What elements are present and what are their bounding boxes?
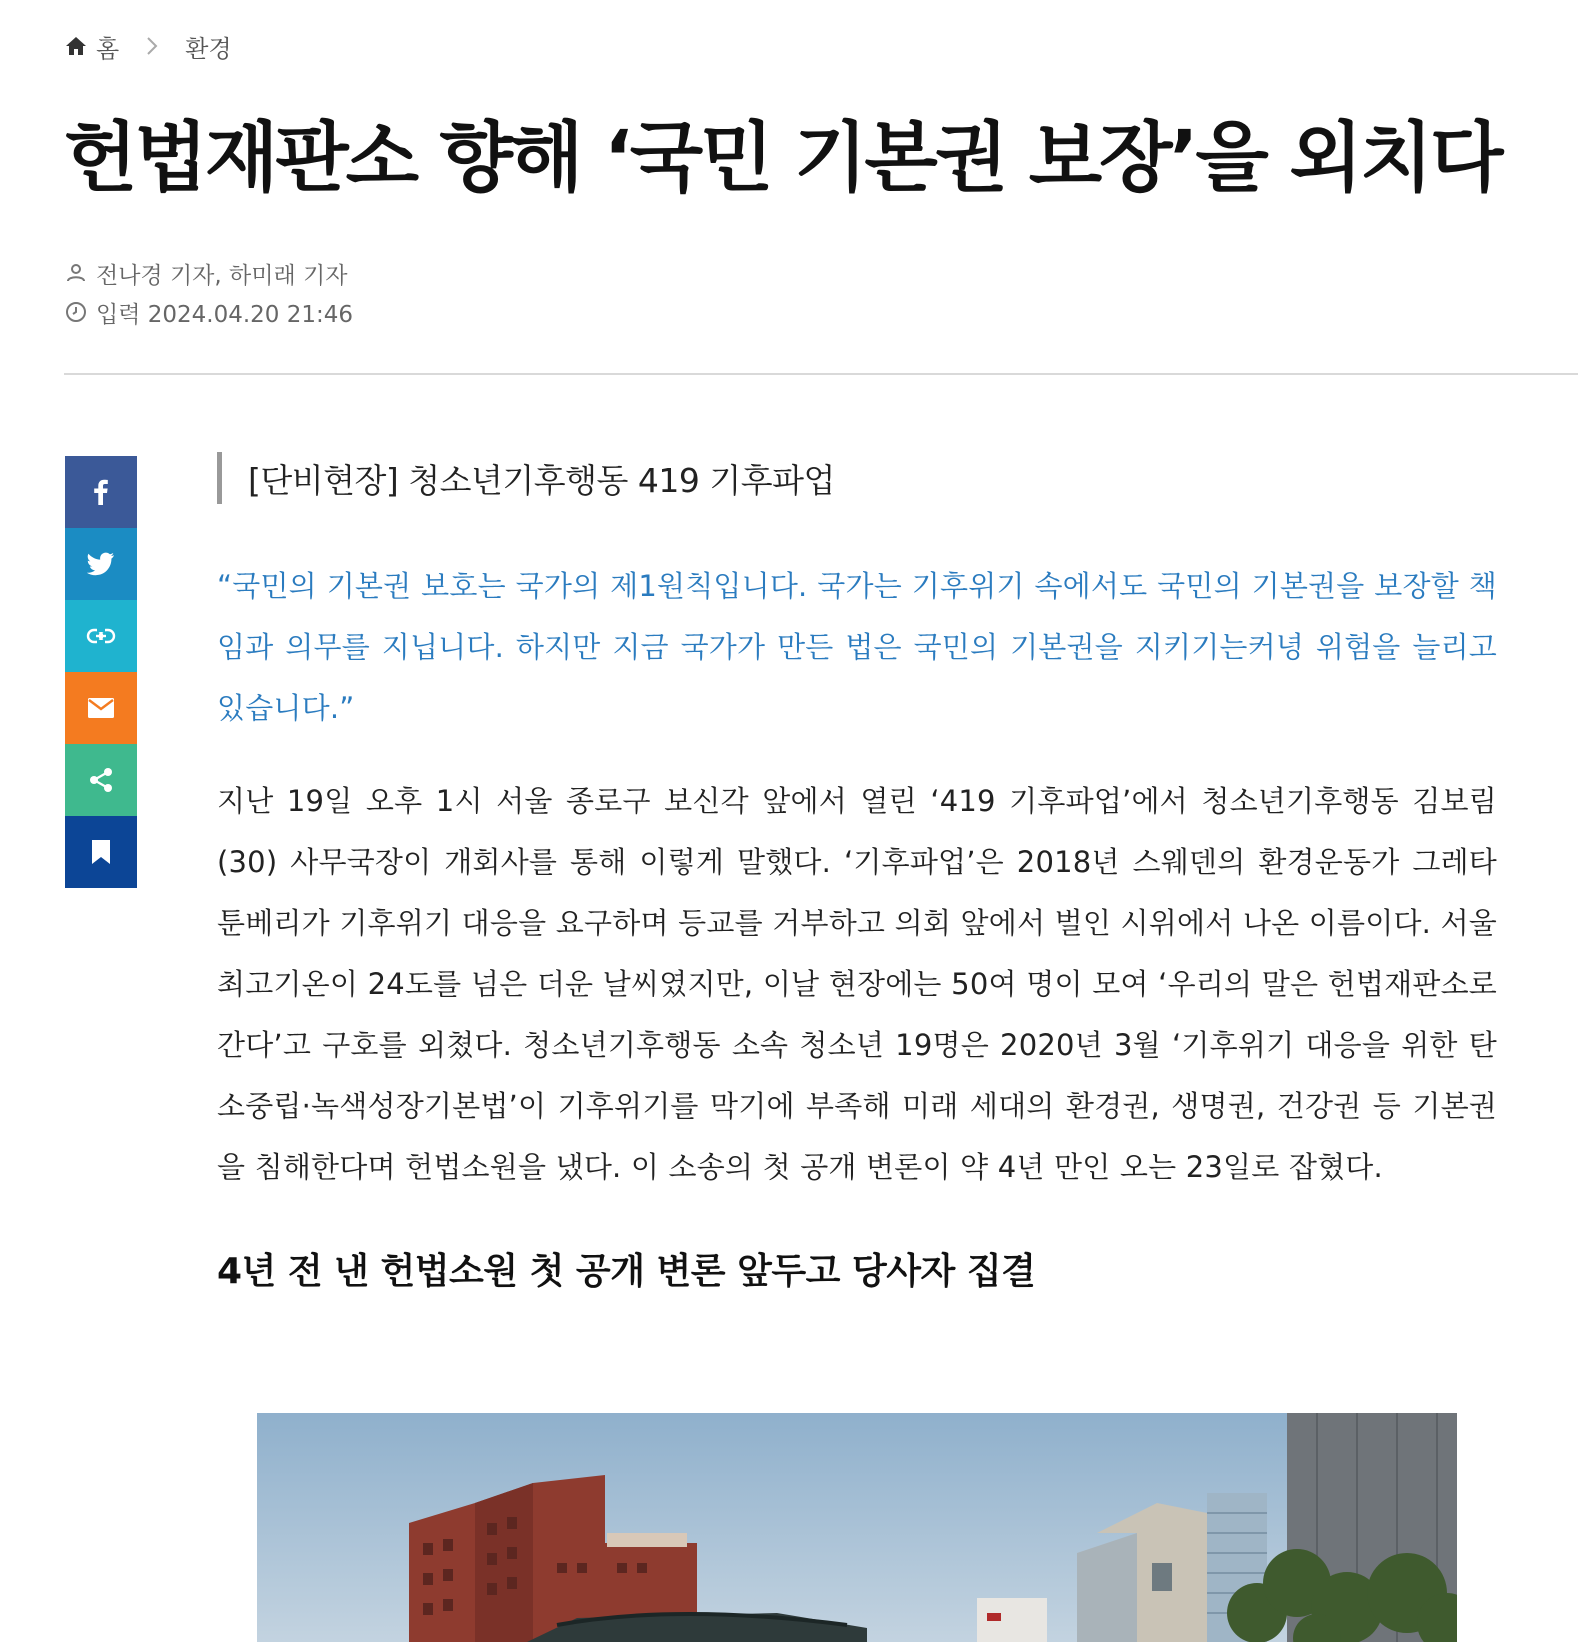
header-divider — [64, 373, 1578, 375]
date-line — [64, 296, 353, 328]
lead-quote: “국민의 기본권 보호는 국가의 제1원칙입니다. 국가는 기후위기 속에서도 국민의 기본권을 보장할 책임과 의무를 지닙니다. 하지만 지금 국가가 만든 법은 국민의 기본권을 지키기는커녕 위험을 늘리고 있습니다.” — [217, 569, 1497, 725]
page-title: 헌법재판소 향해 ‘국민 기본권 보장’을 외치다 — [64, 113, 1501, 202]
clock-icon — [64, 300, 88, 324]
home-icon[interactable] — [64, 34, 88, 58]
email-share-button[interactable] — [65, 672, 137, 744]
facebook-icon — [89, 478, 113, 506]
article-subtitle: [단비현장] 청소년기후행동 419 기후파업 — [217, 452, 1497, 504]
section-heading: 4년 전 낸 헌법소원 첫 공개 변론 앞두고 당사자 집결 — [217, 1251, 1036, 1292]
twitter-icon — [87, 552, 115, 576]
share-bar — [65, 456, 137, 888]
article-photo — [257, 1413, 1457, 1642]
person-icon — [64, 261, 88, 285]
facebook-share-button[interactable] — [65, 456, 137, 528]
chevron-right-icon — [145, 35, 159, 57]
twitter-share-button[interactable] — [65, 528, 137, 600]
more-share-button[interactable] — [65, 744, 137, 816]
link-share-button[interactable] — [65, 600, 137, 672]
article-body — [217, 452, 1497, 1298]
breadcrumb-section-link[interactable]: 환경 — [185, 34, 232, 63]
author-line — [64, 257, 347, 289]
bookmark-icon — [91, 839, 111, 865]
author-names: 전나경 기자, 하미래 기자 — [96, 262, 348, 289]
publish-date: 입력 2024.04.20 21:46 — [96, 301, 354, 328]
share-icon — [87, 766, 115, 794]
breadcrumb — [64, 28, 232, 64]
mail-icon — [87, 697, 115, 719]
link-icon — [86, 627, 116, 645]
bookmark-button[interactable] — [65, 816, 137, 888]
body-paragraph: 지난 19일 오후 1시 서울 종로구 보신각 앞에서 열린 ‘419 기후파업’에서 청소년기후행동 김보림(30) 사무국장이 개회사를 통해 이렇게 말했다. ‘기후파업’은 2018년 스웨덴의 환경운동가 그레타 툰베리가 기후위기 대응을 요구하며 등교를 거부하고 의회 앞에서 벌인 시위에서 나온 이름이다. 서울 최고기온이 24도를 넘은 더운 날씨였지만, 이날 현장에는 50여 명이 모여 ‘우리의 말은 헌법재판소로 간다’고 구호를 외쳤다. 청소년기후행동 소속 청소년 19명은 2020년 3월 ‘기후위기 대응을 위한 탄소중립·녹색성장기본법’이 기후위기를 막기에 부족해 미래 세대의 환경권, 생명권, 건강권 등 기본권을 침해한다며 헌법소원을 냈다. 이 소송의 첫 공개 변론이 약 4년 만인 오는 23일로 잡혔다. — [217, 784, 1497, 1184]
breadcrumb-home-link[interactable]: 홈 — [96, 34, 120, 63]
